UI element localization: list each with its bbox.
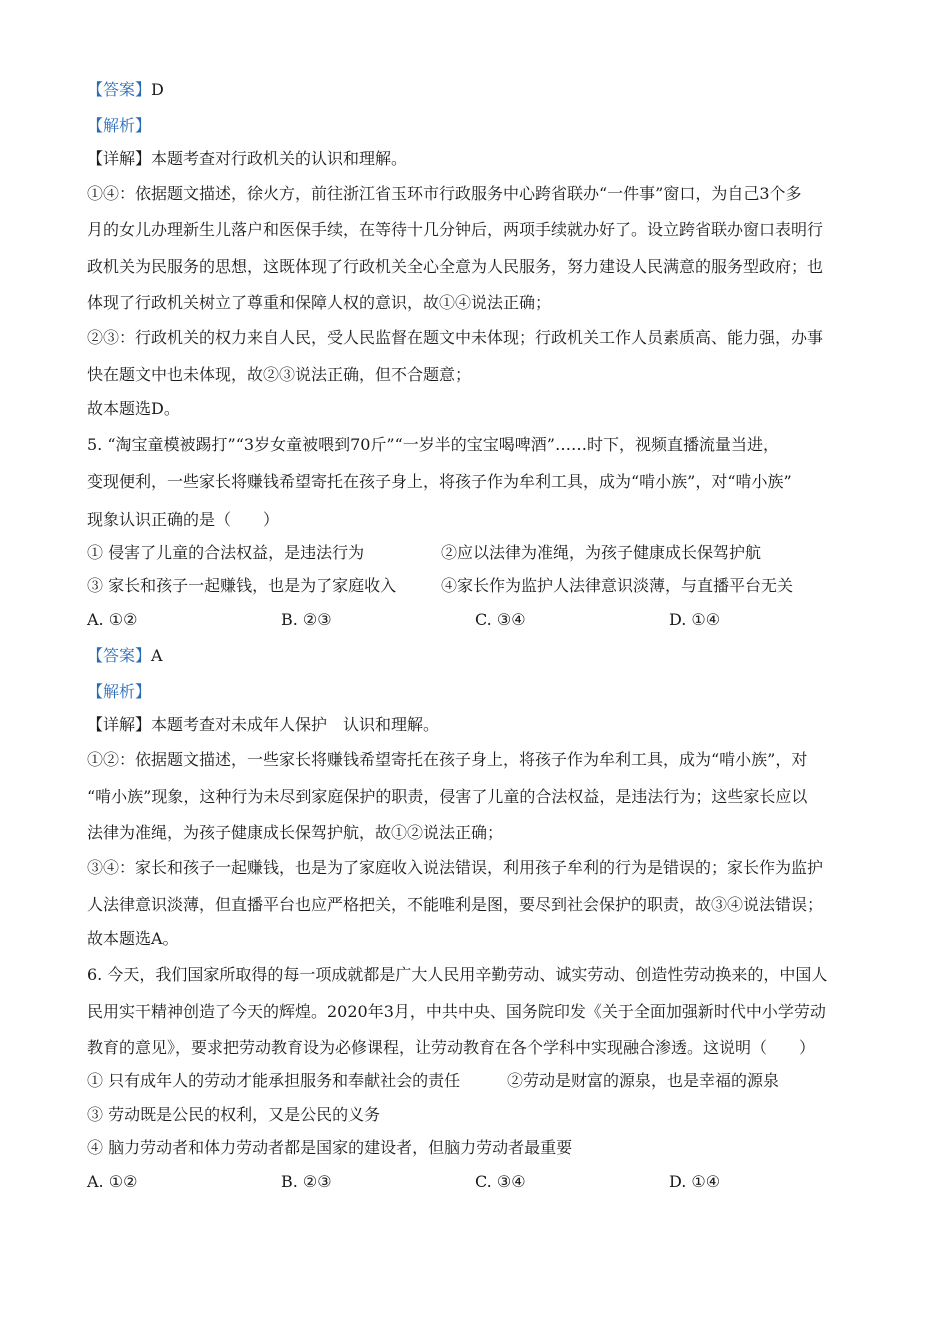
q4-explanation-line: ②③：行政机关的权力来自人民，受人民监督在题文中未体现；行政机关工作人员素质高、能力强，办事 — [87, 328, 824, 347]
q6-statement: ③ 劳动既是公民的权利，又是公民的义务 — [87, 1105, 381, 1124]
detail-label: 【详解】 — [87, 149, 152, 168]
q5-statement: ① 侵害了儿童的合法权益，是违法行为 — [87, 543, 365, 562]
q4-explanation-line: ①④：依据题文描述，徐火方，前往浙江省玉环市行政服务中心跨省联办“一件事”窗口，为自己3个多 — [87, 184, 802, 203]
q5-option-a: A. ①② — [87, 610, 138, 629]
q4-explanation-line: 月的女儿办理新生儿落户和医保手续，在等待十几分钟后，两项手续就办好了。设立跨省联办窗口表明行 — [87, 220, 824, 239]
q6-option-b: B. ②③ — [281, 1172, 332, 1191]
q5-option-c: C. ③④ — [475, 610, 526, 629]
q4-explanation-line: 体现了行政机关树立了尊重和保障人权的意识，故①④说法正确； — [87, 293, 552, 312]
q4-explanation-line: 快在题文中也未体现，故②③说法正确，但不合题意； — [87, 365, 472, 384]
detail-text: 本题考查对行政机关的认识和理解。 — [151, 149, 408, 168]
q5-statement: ③ 家长和孩子一起赚钱，也是为了家庭收入 — [87, 576, 397, 595]
q6-statement: ① 只有成年人的劳动才能承担服务和奉献社会的责任 — [87, 1071, 461, 1090]
q6-stem-line: 6. 今天，我们国家所取得的每一项成就都是广大人民用辛勤劳动、诚实劳动、创造性劳动换来的，中国人 — [87, 965, 828, 984]
q5-stem-line: 5. “淘宝童模被踢打”“3岁女童被喂到70斤”“一岁半的宝宝喝啤酒”……时下，视频直播流量当进， — [87, 435, 779, 454]
q6-stem-line: 教育的意见》，要求把劳动教育设为必修课程，让劳动教育在各个学科中实现融合渗透。这说明（ ） — [87, 1038, 816, 1057]
q4-analysis-label: 【解析】 — [87, 116, 152, 135]
q5-explanation-line: “啃小族”现象，这种行为未尽到家庭保护的职责，侵害了儿童的合法权益，是违法行为；这些家长应以 — [87, 787, 808, 806]
q4-detail — [87, 148, 407, 170]
q6-statement: ②劳动是财富的源泉，也是幸福的源泉 — [507, 1071, 780, 1090]
q6-option-d: D. ①④ — [669, 1172, 721, 1191]
q4-answer — [87, 79, 164, 101]
answer-value: D — [151, 80, 164, 99]
detail-text: 本题考查对未成年人保护 认识和理解。 — [151, 715, 440, 734]
q5-answer — [87, 645, 163, 667]
q5-explanation-line: ①②：依据题文描述，一些家长将赚钱希望寄托在孩子身上，将孩子作为牟利工具，成为“啃小族”，对 — [87, 750, 808, 769]
q5-statement: ④家长作为监护人法律意识淡薄，与直播平台无关 — [441, 576, 794, 595]
q5-option-b: B. ②③ — [281, 610, 332, 629]
q5-stem-line: 现象认识正确的是（ ） — [87, 510, 280, 529]
q6-statement: ④ 脑力劳动者和体力劳动者都是国家的建设者，但脑力劳动者最重要 — [87, 1138, 573, 1157]
answer-label: 【答案】 — [87, 80, 152, 99]
q5-option-d: D. ①④ — [669, 610, 721, 629]
q5-explanation-line: 人法律意识淡薄，但直播平台也应严格把关，不能唯利是图，要尽到社会保护的职责，故③④说法错误； — [87, 895, 824, 914]
q5-explanation-line: 法律为准绳，为孩子健康成长保驾护航，故①②说法正确； — [87, 823, 504, 842]
q4-conclusion: 故本题选D。 — [87, 399, 180, 418]
q5-explanation-line: ③④：家长和孩子一起赚钱，也是为了家庭收入说法错误，利用孩子牟利的行为是错误的；家长作为监护 — [87, 858, 824, 877]
q5-statement: ②应以法律为准绳，为孩子健康成长保驾护航 — [441, 543, 762, 562]
q6-option-c: C. ③④ — [475, 1172, 526, 1191]
q5-conclusion: 故本题选A。 — [87, 929, 179, 948]
q5-stem-line: 变现便利，一些家长将赚钱希望寄托在孩子身上，将孩子作为牟利工具，成为“啃小族”，对“啃小族” — [87, 472, 792, 491]
q4-explanation-line: 政机关为民服务的思想，这既体现了行政机关全心全意为人民服务，努力建设人民满意的服务型政府；也 — [87, 257, 824, 276]
q6-option-a: A. ①② — [87, 1172, 138, 1191]
answer-value: A — [151, 646, 163, 665]
answer-label: 【答案】 — [87, 646, 152, 665]
q5-analysis-label: 【解析】 — [87, 682, 152, 701]
q6-stem-line: 民用实干精神创造了今天的辉煌。2020年3月，中共中央、国务院印发《关于全面加强新时代中小学劳动 — [87, 1002, 826, 1021]
detail-label: 【详解】 — [87, 715, 152, 734]
q5-detail — [87, 714, 439, 736]
